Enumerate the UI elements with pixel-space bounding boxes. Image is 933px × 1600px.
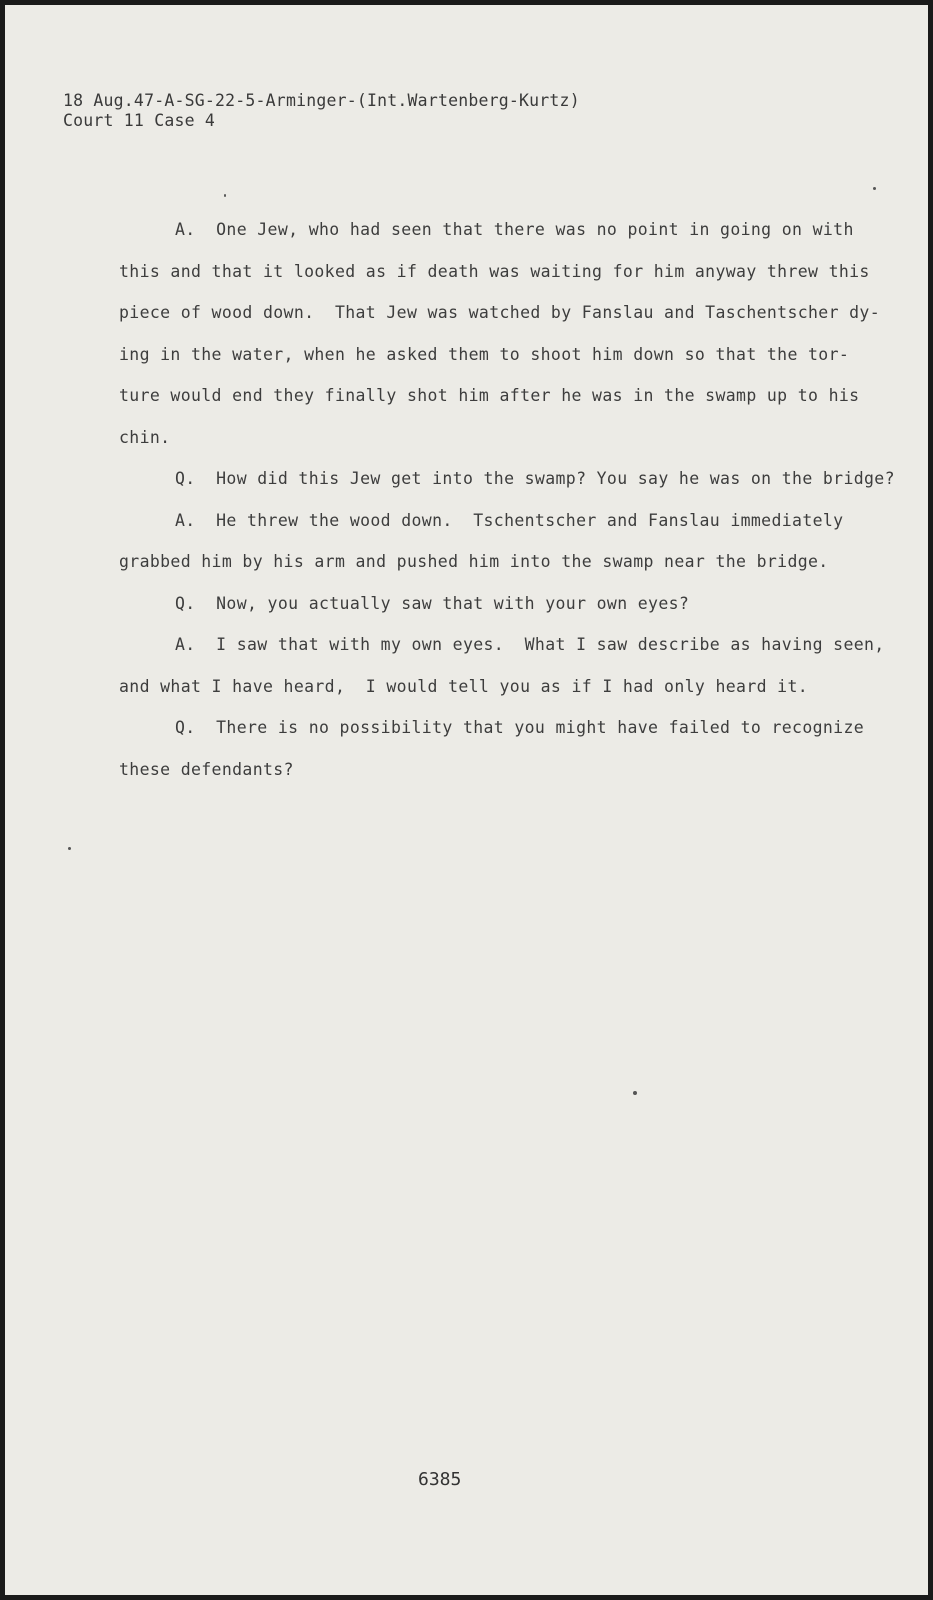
paper-speck bbox=[633, 1091, 637, 1095]
document-page bbox=[5, 5, 928, 1595]
header-court-line: Court 11 Case 4 bbox=[63, 111, 216, 130]
transcript-line: Q. Now, you actually saw that with your own eyes? bbox=[175, 593, 690, 613]
transcript-line: Q. There is no possibility that you might have failed to recognize bbox=[175, 718, 865, 737]
paper-speck bbox=[68, 847, 71, 850]
transcript-line: chin. bbox=[119, 427, 171, 447]
transcript-line: Q. How did this Jew get into the swamp? You say he was on the bridge? bbox=[175, 469, 895, 488]
transcript-line: A. One Jew, who had seen that there was no point in going on with bbox=[175, 220, 854, 239]
transcript-paragraph bbox=[63, 458, 895, 500]
transcript-line: ture would end they finally shot him after he was in the swamp up to his bbox=[119, 386, 860, 405]
transcript-line: ing in the water, when he asked them to shoot him down so that the tor- bbox=[119, 344, 850, 364]
transcript-body bbox=[63, 209, 895, 790]
transcript-line: grabbed him by his arm and pushed him into the swamp near the bridge. bbox=[119, 552, 829, 571]
transcript-paragraph bbox=[63, 707, 865, 790]
header-reference-line: 18 Aug.47-A-SG-22-5-Arminger-(Int.Wartenberg-Kurtz) bbox=[63, 91, 580, 110]
transcript-line: piece of wood down. That Jew was watched by Fanslau and Taschentscher dy- bbox=[119, 303, 881, 322]
paper-speck bbox=[873, 187, 876, 190]
transcript-paragraph bbox=[63, 500, 843, 583]
transcript-line: and what I have heard, I would tell you as if I had only heard it. bbox=[119, 676, 809, 696]
transcript-paragraph bbox=[63, 209, 881, 458]
transcript-paragraph bbox=[63, 583, 843, 625]
transcript-line: A. I saw that with my own eyes. What I saw describe as having seen, bbox=[175, 635, 885, 654]
transcript-line: these defendants? bbox=[119, 759, 294, 779]
paper-speck bbox=[224, 194, 226, 197]
document-header bbox=[63, 91, 580, 131]
transcript-paragraph bbox=[63, 624, 885, 707]
transcript-line: this and that it looked as if death was waiting for him anyway threw this bbox=[119, 261, 870, 281]
page-number: 6385 bbox=[418, 1469, 462, 1490]
transcript-line: A. He threw the wood down. Tschentscher and Fanslau immediately bbox=[175, 510, 844, 530]
